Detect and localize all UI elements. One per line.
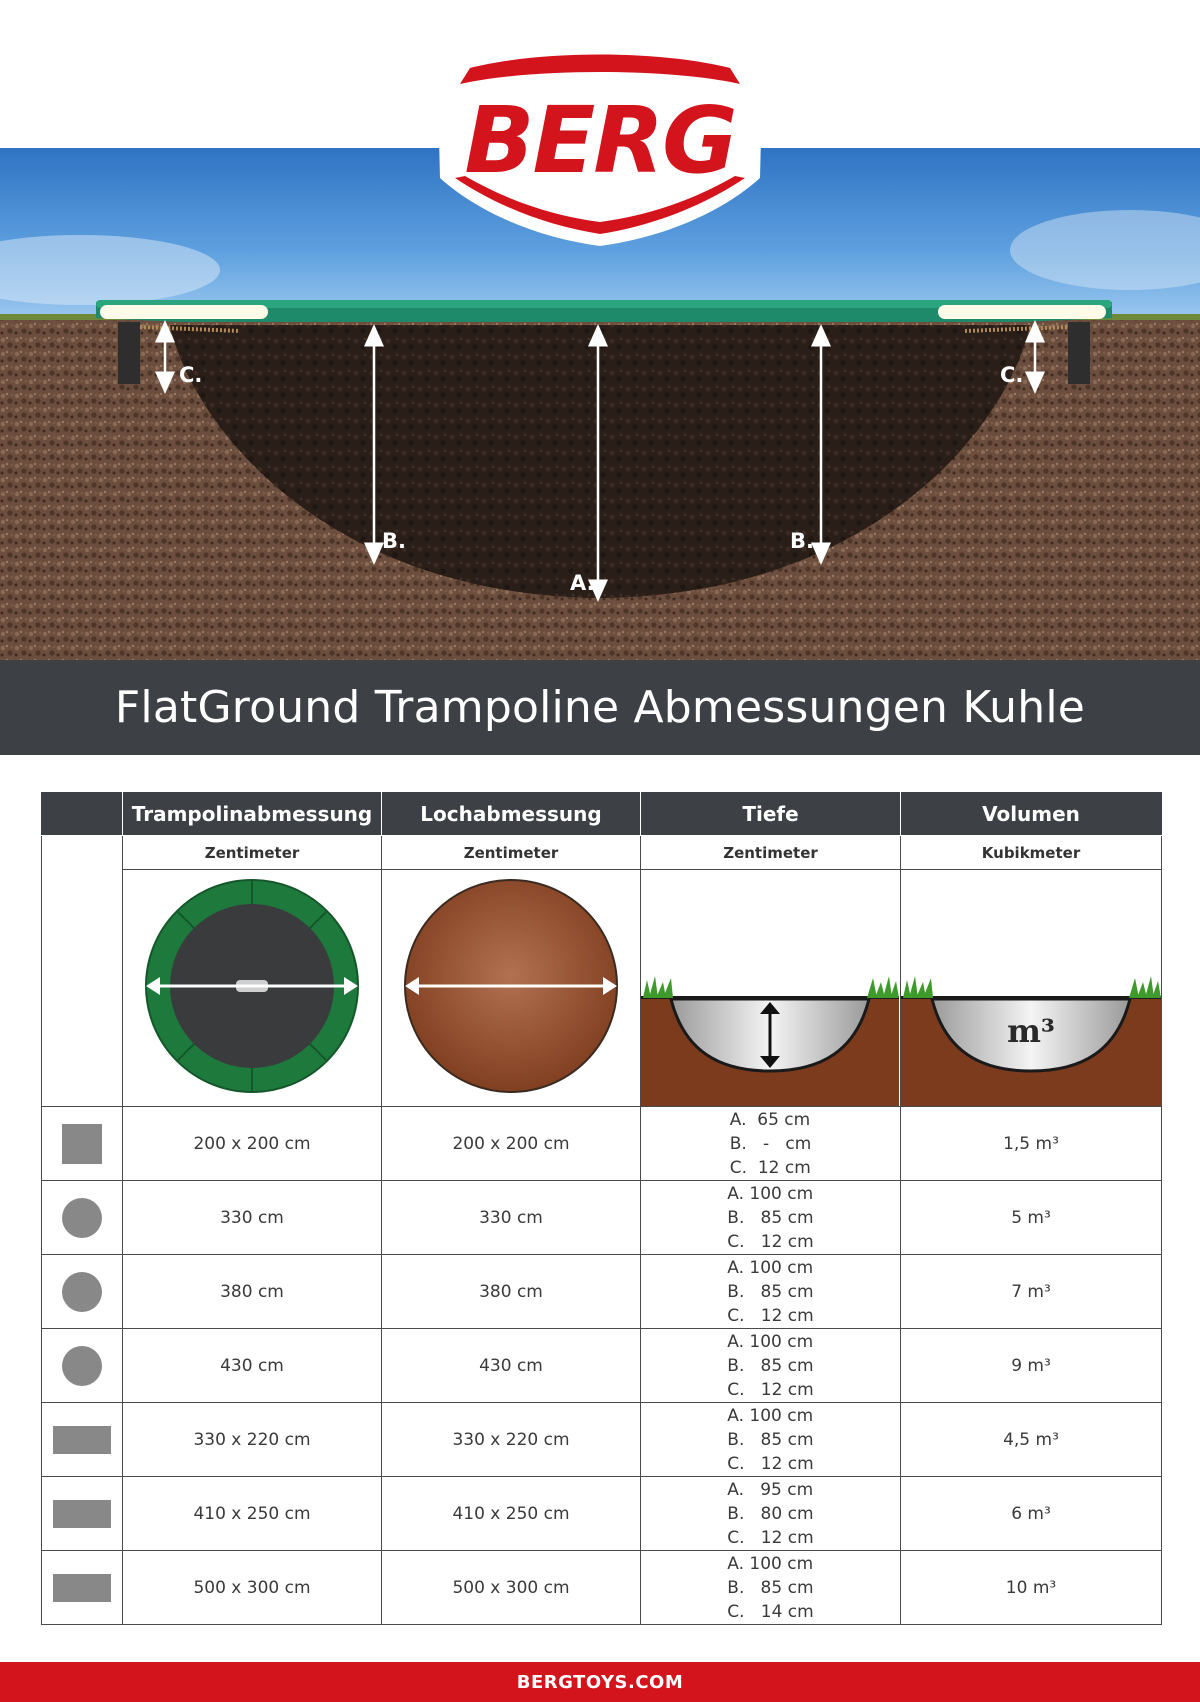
volume-diagram — [901, 976, 1161, 1106]
depth-values — [641, 1403, 901, 1477]
logo-wordmark: BERG — [464, 87, 736, 194]
shape-cell — [42, 1551, 123, 1625]
depth-b: B. - cm — [729, 1133, 812, 1154]
round-shape-icon — [62, 1346, 102, 1386]
trampoline-size: 330 x 220 cm — [123, 1403, 382, 1477]
header-hole: Lochabmessung — [382, 793, 641, 836]
shape-cell — [42, 1107, 123, 1181]
trampoline-size: 410 x 250 cm — [123, 1477, 382, 1551]
depth-c: C. 12 cm — [727, 1305, 814, 1326]
frame-post-left — [118, 322, 140, 384]
depth-values — [641, 1107, 901, 1181]
table-row — [42, 1181, 1162, 1255]
hole-top-view — [401, 876, 621, 1096]
header-volume: Volumen — [901, 793, 1162, 836]
shape-cell — [42, 1477, 123, 1551]
footer-url-link[interactable]: BERGTOYS.COM — [516, 1671, 684, 1693]
depth-illustration-cell — [641, 870, 901, 1107]
rectangle-shape-icon — [53, 1574, 111, 1602]
unit-volume: Kubikmeter — [901, 836, 1162, 870]
shape-cell — [42, 1329, 123, 1403]
hole-size: 430 cm — [382, 1329, 641, 1403]
trampoline-top-view — [142, 876, 362, 1096]
hole-size: 330 x 220 cm — [382, 1403, 641, 1477]
trampoline-size: 200 x 200 cm — [123, 1107, 382, 1181]
volume-value: 10 m³ — [901, 1551, 1162, 1625]
depth-a: A. 100 cm — [727, 1183, 814, 1204]
trampoline-illustration-cell — [123, 870, 382, 1107]
depth-diagram — [641, 976, 899, 1106]
depth-values — [641, 1181, 901, 1255]
volume-illustration-cell — [901, 870, 1162, 1107]
depth-b: B. 85 cm — [727, 1281, 814, 1302]
shape-column-spacer — [42, 836, 123, 1107]
page-title: FlatGround Trampoline Abmessungen Kuhle — [114, 682, 1086, 733]
depth-values — [641, 1477, 901, 1551]
depth-c: C. 12 cm — [729, 1157, 811, 1178]
square-shape-icon — [62, 1124, 102, 1164]
depth-b: B. 85 cm — [727, 1355, 814, 1376]
shape-cell — [42, 1181, 123, 1255]
table-row — [42, 1255, 1162, 1329]
label-c-left: C. — [179, 363, 203, 387]
depth-c: C. 14 cm — [727, 1601, 814, 1622]
volume-value: 1,5 m³ — [901, 1107, 1162, 1181]
title-band — [0, 660, 1200, 755]
trampoline-size: 500 x 300 cm — [123, 1551, 382, 1625]
depth-a: A. 100 cm — [727, 1405, 814, 1426]
depth-b: B. 80 cm — [727, 1503, 814, 1524]
pit-cross-section — [0, 0, 1200, 660]
table-row — [42, 1551, 1162, 1625]
dimensions-table — [41, 792, 1162, 1625]
label-b-right: B. — [790, 529, 814, 553]
trampoline-size: 330 cm — [123, 1181, 382, 1255]
depth-c: C. 12 cm — [727, 1453, 814, 1474]
trampoline-size: 380 cm — [123, 1255, 382, 1329]
header-depth: Tiefe — [641, 793, 901, 836]
table-row — [42, 1329, 1162, 1403]
table-row — [42, 1477, 1162, 1551]
trampoline-size: 430 cm — [123, 1329, 382, 1403]
depth-b: B. 85 cm — [727, 1577, 814, 1598]
dimensions-table-wrap — [41, 792, 1161, 1625]
unit-hole: Zentimeter — [382, 836, 641, 870]
unit-depth: Zentimeter — [641, 836, 901, 870]
label-b-left: B. — [382, 529, 406, 553]
footer-bar — [0, 1662, 1200, 1702]
unit-row — [42, 836, 1162, 870]
label-c-right: C. — [1000, 363, 1024, 387]
hole-size: 380 cm — [382, 1255, 641, 1329]
table-row — [42, 1403, 1162, 1477]
shape-cell — [42, 1255, 123, 1329]
depth-c: C. 12 cm — [727, 1527, 814, 1548]
illustration-row — [42, 870, 1162, 1107]
volume-value: 6 m³ — [901, 1477, 1162, 1551]
unit-trampoline: Zentimeter — [123, 836, 382, 870]
volume-symbol: m³ — [1007, 1012, 1055, 1050]
rectangle-shape-icon — [53, 1500, 111, 1528]
depth-a: A. 95 cm — [727, 1479, 814, 1500]
table-row — [42, 1107, 1162, 1181]
depth-values — [641, 1255, 901, 1329]
depth-b: B. 85 cm — [727, 1207, 814, 1228]
depth-values — [641, 1329, 901, 1403]
hole-size: 500 x 300 cm — [382, 1551, 641, 1625]
round-shape-icon — [62, 1198, 102, 1238]
depth-a: A. 100 cm — [727, 1331, 814, 1352]
label-a: A. — [570, 571, 595, 595]
header-trampoline: Trampolinabmessung — [123, 793, 382, 836]
hole-size: 200 x 200 cm — [382, 1107, 641, 1181]
volume-value: 7 m³ — [901, 1255, 1162, 1329]
rectangle-shape-icon — [53, 1426, 111, 1454]
volume-value: 5 m³ — [901, 1181, 1162, 1255]
depth-b: B. 85 cm — [727, 1429, 814, 1450]
volume-value: 9 m³ — [901, 1329, 1162, 1403]
depth-a: A. 100 cm — [727, 1257, 814, 1278]
header-row — [42, 793, 1162, 836]
header-shape — [42, 793, 123, 836]
hero-illustration — [0, 0, 1200, 660]
depth-a: A. 65 cm — [729, 1109, 811, 1130]
shape-cell — [42, 1403, 123, 1477]
depth-c: C. 12 cm — [727, 1231, 814, 1252]
depth-a: A. 100 cm — [727, 1553, 814, 1574]
depth-c: C. 12 cm — [727, 1379, 814, 1400]
depth-values — [641, 1551, 901, 1625]
frame-post-right — [1068, 322, 1090, 384]
hole-size: 410 x 250 cm — [382, 1477, 641, 1551]
round-shape-icon — [62, 1272, 102, 1312]
hole-illustration-cell — [382, 870, 641, 1107]
volume-value: 4,5 m³ — [901, 1403, 1162, 1477]
hole-size: 330 cm — [382, 1181, 641, 1255]
